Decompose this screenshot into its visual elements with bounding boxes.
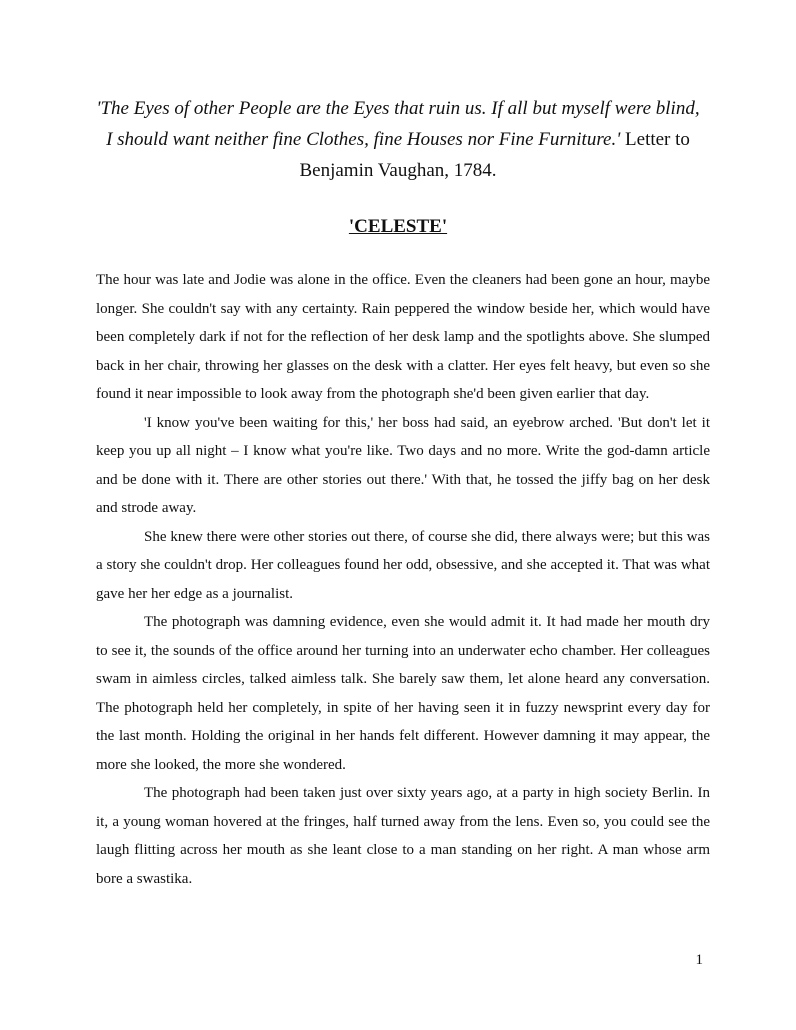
story-body xyxy=(96,266,710,893)
paragraph: She knew there were other stories out there, of course she did, there always were; but this was a story she couldn't drop. Her colleagues found her odd, obsessive, and she accepted it. That was what gave her her edge as a journalist. xyxy=(96,528,710,602)
story-title: 'CELESTE' xyxy=(348,216,448,237)
paragraph: The photograph was damning evidence, even she would admit it. It had made her mouth dry to see it, the sounds of the office around her turning into an underwater echo chamber. Her colleagues swam in aimless circles, talked aimless talk. She barely saw them, let alone heard any conversation. The photograph held her completely, in spite of her having seen it in fuzzy newsprint every day for the last month. Holding the original in her hands felt different. However damning it may appear, the more she looked, the more she wondered. xyxy=(96,614,710,773)
paragraph: The hour was late and Jodie was alone in the office. Even the cleaners had been gone an hour, maybe longer. She couldn't say with any certainty. Rain peppered the window beside her, which would have been completely dark if not for the reflection of her desk lamp and the spotlights above. She slumped back in her chair, throwing her glasses on the desk with a clatter. Her eyes felt heavy, but even so she found it near impossible to look away from the photograph she'd been given earlier that day. xyxy=(96,272,710,402)
epigraph-quote: 'The Eyes of other People are the Eyes that ruin us. If all but myself were blind, I should want neither fine Clothes, fine Houses nor Fine Furniture.' xyxy=(96,98,700,150)
paragraph: 'I know you've been waiting for this,' her boss had said, an eyebrow arched. 'But don't let it keep you up all night – I know what you're like. Two days and no more. Write the god-damn article and be done with it. There are other stories out there.' With that, he tossed the jiffy bag on her desk and strode away. xyxy=(96,414,710,516)
epigraph-attribution: Letter to Benjamin Vaughan, 1784. xyxy=(299,129,690,181)
page-number: 1 xyxy=(695,952,703,968)
paragraph: The photograph had been taken just over sixty years ago, at a party in high society Berlin. In it, a young woman hovered at the fringes, half turned away from the lens. Even so, you could see the laugh flitting across her mouth as she leant close to a man standing on her right. A man whose arm bore a swastika. xyxy=(96,785,710,887)
epigraph xyxy=(96,93,700,186)
